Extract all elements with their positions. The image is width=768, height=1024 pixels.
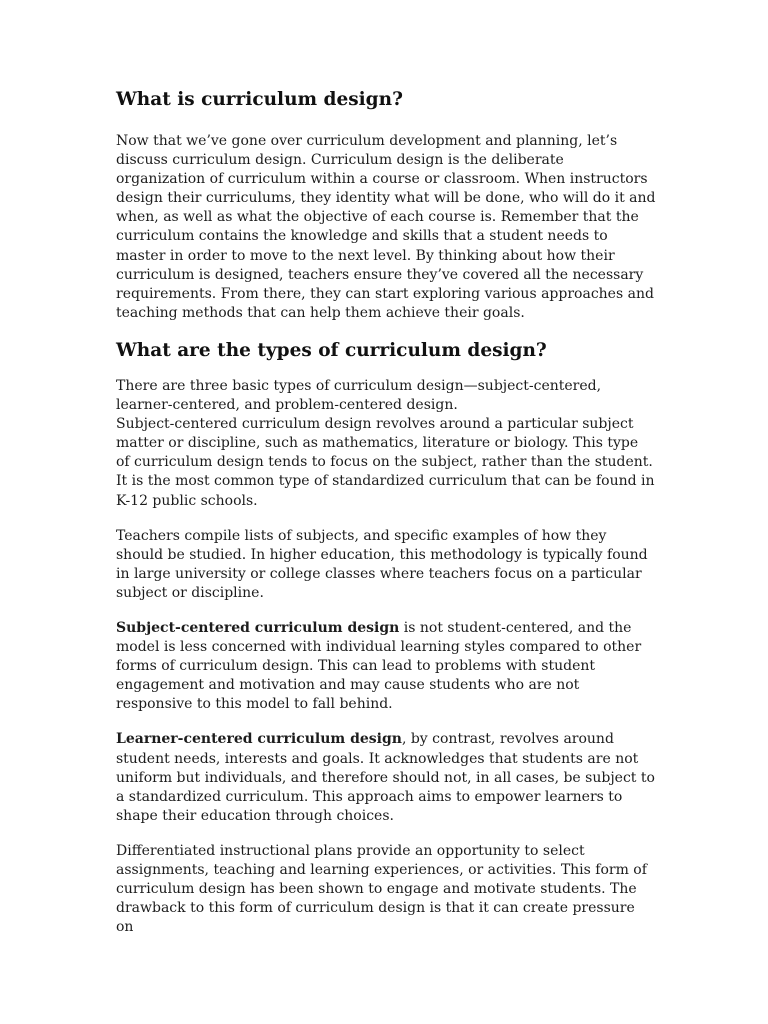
heading-types-of-curriculum-design: What are the types of curriculum design? (116, 339, 547, 361)
paragraph-intro: Now that we’ve gone over curriculum development and planning, let’s discuss curriculum design. Curriculum design is the deliberate organization of curriculum within a course or classroom. When instructors design their curriculums, they identity what will be done, who will do it and when, as well as what the objective of each course is. Remember that the curriculum contains the knowledge and skills that a student needs to master in order to move to the next level. By thinking about how their curriculum is designed, teachers ensure they’ve covered all the necessary requirements. From there, they can start exploring various approaches and teaching methods that can help them achieve their goals. (116, 133, 656, 321)
paragraph-three-types: There are three basic types of curriculum design—subject-centered, learner-centered, and problem-centered design. (116, 377, 602, 414)
paragraph-subject-centered-drawbacks (116, 619, 656, 714)
paragraph-differentiated: Differentiated instructional plans provide an opportunity to select assignments, teaching and learning experiences, or activities. This form of curriculum design has been shown to engage and motivate students. The drawback to this form of curriculum design is that it can create pressure on (116, 842, 647, 936)
paragraph-learner-centered-text: , by contrast, revolves around student needs, interests and goals. It acknowledges that students are not uniform but individuals, and therefore should not, in all cases, be subject to a standardized curriculum. This approach aims to empower learners to shape their education through choices. (116, 731, 655, 824)
paragraph-teachers-compile: Teachers compile lists of subjects, and specific examples of how they should be studied. In higher education, this methodology is typically found in large university or college classes where teachers focus on a particular subject or discipline. (116, 527, 648, 601)
paragraph-subject-centered: Subject-centered curriculum design revolves around a particular subject matter or discipline, such as mathematics, literature or biology. This type of curriculum design tends to focus on the subject, rather than the student. It is the most common type of standardized curriculum that can be found in K-12 public schools. (116, 416, 655, 509)
bold-learner-centered: Learner-centered curriculum design (116, 731, 402, 748)
heading-what-is-curriculum-design: What is curriculum design? (116, 89, 403, 110)
document-page (116, 88, 656, 937)
paragraph-learner-centered (116, 730, 656, 825)
bold-subject-centered: Subject-centered curriculum design (116, 619, 400, 636)
paragraph-subject-centered-text: is not student-centered, and the model is less concerned with individual learning styles compared to other forms of curriculum design. This can lead to problems with student engagement and motivation and may cause students who are not responsive to this model to fall behind. (116, 619, 642, 713)
